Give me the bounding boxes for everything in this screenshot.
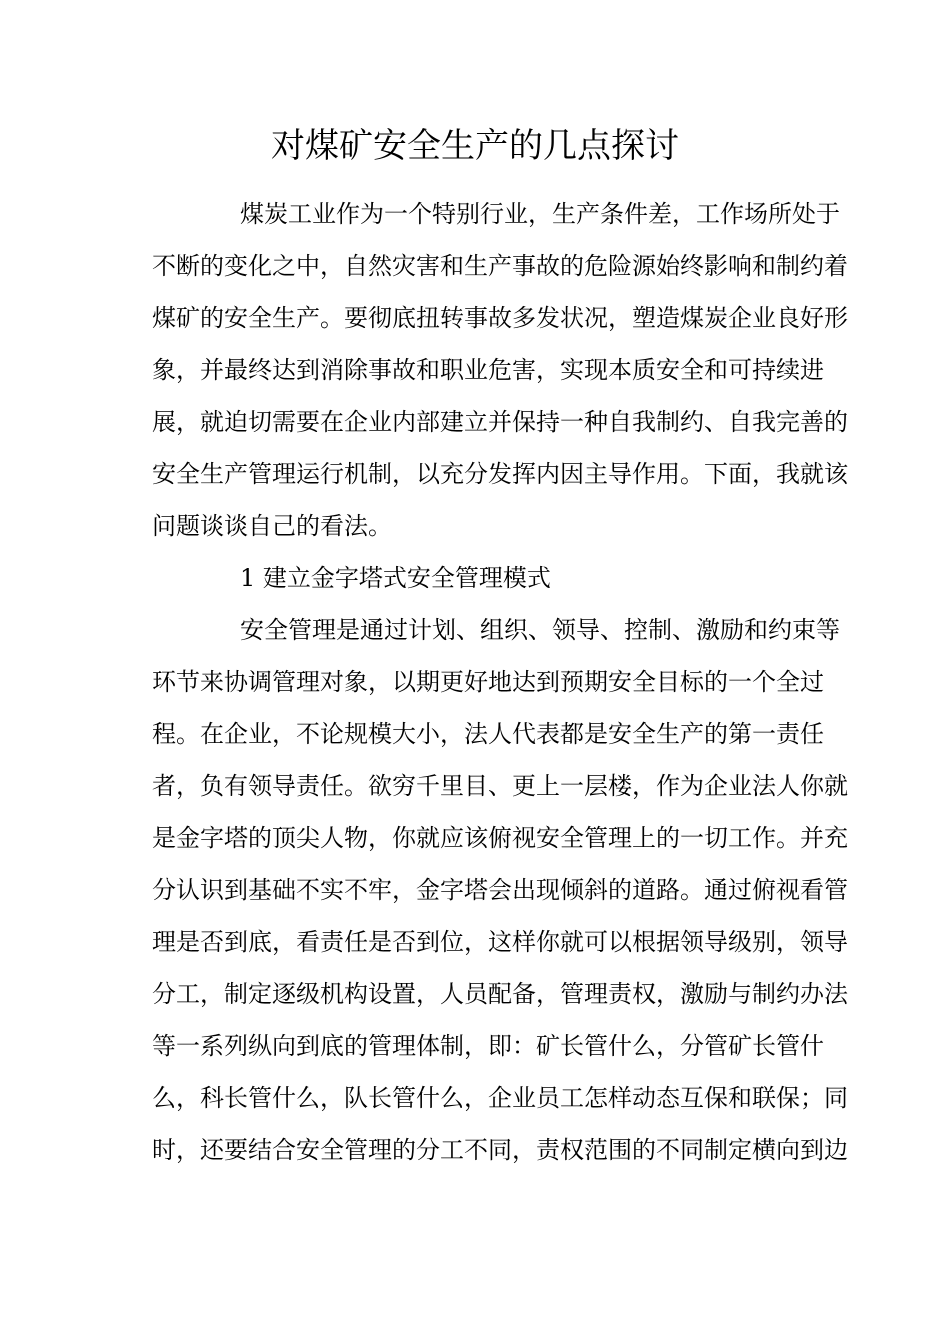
paragraph-2-line-11: 时，还要结合安全管理的分工不同，责权范围的不同制定横向到边 — [152, 1136, 848, 1164]
paragraph-1-line-1: 煤炭工业作为一个特别行业，生产条件差，工作场所处于 — [240, 200, 840, 228]
paragraph-1-line-3: 煤矿的安全生产。要彻底扭转事故多发状况，塑造煤炭企业良好形 — [152, 304, 848, 332]
paragraph-2-line-10: 么，科长管什么，队长管什么，企业员工怎样动态互保和联保；同 — [152, 1084, 848, 1112]
document-title: 对煤矿安全生产的几点探讨 — [271, 126, 679, 166]
paragraph-2-line-2: 环节来协调管理对象，以期更好地达到预期安全目标的一个全过 — [152, 668, 824, 696]
paragraph-2-line-6: 分认识到基础不实不牢，金字塔会出现倾斜的道路。通过俯视看管 — [152, 876, 848, 904]
paragraph-1-line-4: 象，并最终达到消除事故和职业危害，实现本质安全和可持续进 — [152, 356, 824, 384]
paragraph-1-line-2: 不断的变化之中，自然灾害和生产事故的危险源始终影响和制约着 — [152, 252, 848, 280]
paragraph-2-line-3: 程。在企业，不论规模大小，法人代表都是安全生产的第一责任 — [152, 720, 824, 748]
paragraph-1-line-6: 安全生产管理运行机制，以充分发挥内因主导作用。下面，我就该 — [152, 460, 848, 488]
paragraph-2-line-8: 分工，制定逐级机构设置，人员配备，管理责权，激励与制约办法 — [152, 980, 848, 1008]
paragraph-1-line-5: 展，就迫切需要在企业内部建立并保持一种自我制约、自我完善的 — [152, 408, 848, 436]
paragraph-2-line-9: 等一系列纵向到底的管理体制，即：矿长管什么，分管矿长管什 — [152, 1032, 824, 1060]
paragraph-2-line-7: 理是否到底，看责任是否到位，这样你就可以根据领导级别，领导 — [152, 928, 848, 956]
paragraph-2-line-1: 安全管理是通过计划、组织、领导、控制、激励和约束等 — [240, 616, 840, 644]
paragraph-1-line-7: 问题谈谈自己的看法。 — [152, 512, 392, 540]
paragraph-2-line-5: 是金字塔的顶尖人物，你就应该俯视安全管理上的一切工作。并充 — [152, 824, 848, 852]
section-heading-1: 1 建立金字塔式安全管理模式 — [240, 564, 551, 592]
paragraph-2-line-4: 者，负有领导责任。欲穷千里目、更上一层楼，作为企业法人你就 — [152, 772, 848, 800]
